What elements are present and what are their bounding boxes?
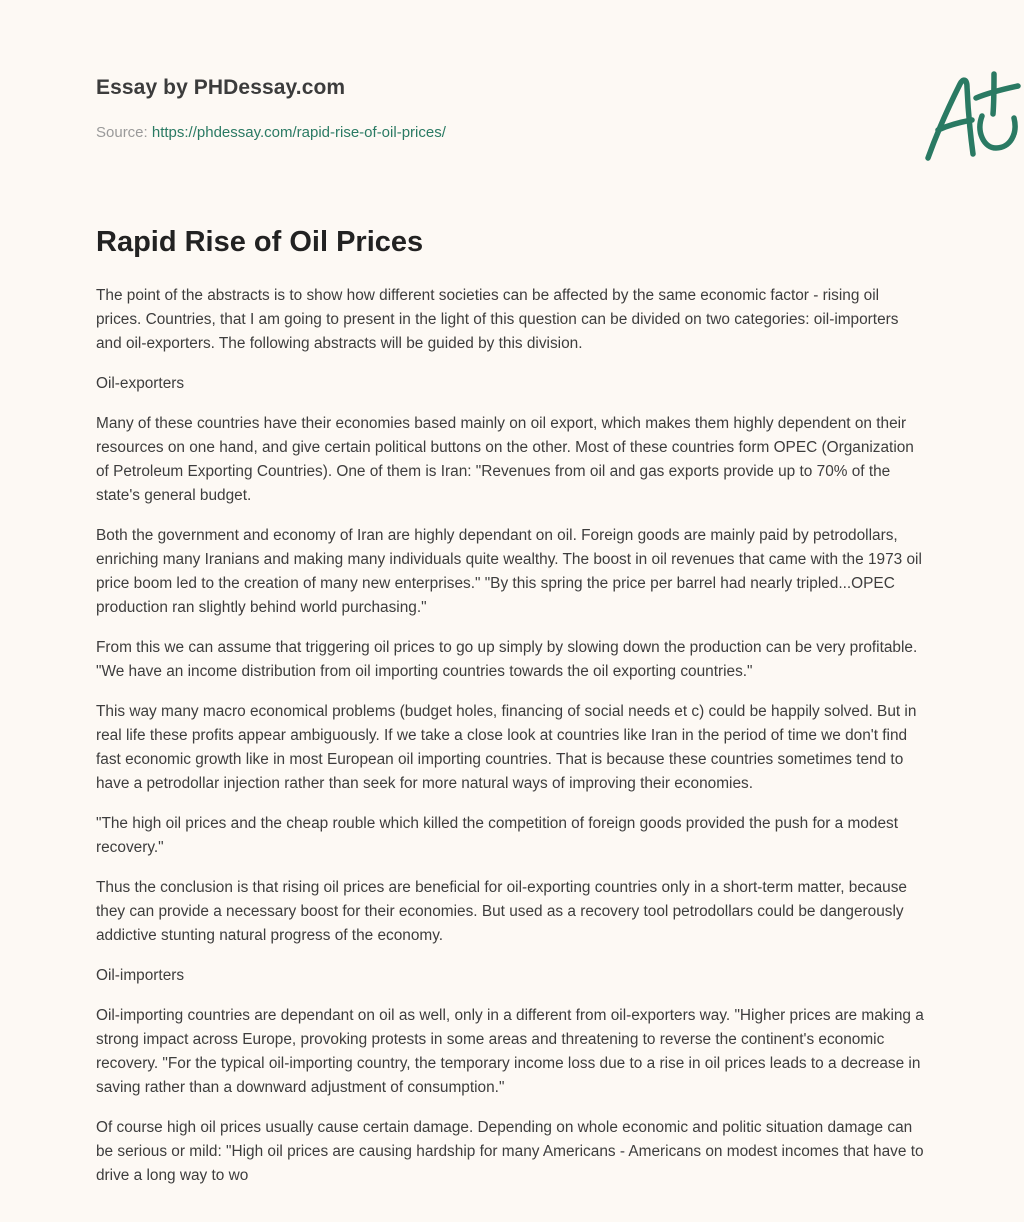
- essay-paragraph: Both the government and economy of Iran are highly dependant on oil. Foreign goods are mainly paid by petrodollars, enriching many Iranians and making many individuals quite wealthy. The boost in oil revenues that came with the 1973 oil price boom led to the creation of many new enterprises." "By this spring the price per barrel had nearly tripled...OPEC production ran slightly behind world purchasing.": [96, 527, 922, 616]
- source-label: Source:: [96, 124, 152, 141]
- section-heading-oil-importers: Oil-importers: [96, 967, 185, 984]
- essay-paragraph: "The high oil prices and the cheap rouble which killed the competition of foreign goods provided the push for a modest recovery.": [96, 815, 898, 856]
- essay-body: [96, 284, 928, 1222]
- brand-title: Essay by PHDessay.com: [96, 76, 346, 99]
- essay-paragraph: This way many macro economical problems (budget holes, financing of social needs et c) could be happily solved. But in real life these profits appear ambiguously. If we take a close look at countries like Iran in the period of time we don't find fast economic growth like in most European oil importing countries. That is because these countries sometimes tend to have a petrodollar injection rather than seek for more natural ways of improving their economies.: [96, 703, 917, 792]
- essay-paragraph: The point of the abstracts is to show how different societies can be affected by the same economic factor - rising oil prices. Countries, that I am going to present in the light of this question can be divided on two categories: oil-importers and oil-exporters. The following abstracts will be guided by this division.: [96, 287, 899, 352]
- source-line: [96, 124, 446, 141]
- essay-title: Rapid Rise of Oil Prices: [96, 226, 424, 258]
- essay-paragraph: Thus the conclusion is that rising oil prices are beneficial for oil-exporting countries only in a short-term matter, because they can provide a necessary boost for their economies. But used as a recovery tool petrodollars could be dangerously addictive stunting natural progress of the economy.: [96, 879, 907, 944]
- source-link[interactable]: https://phdessay.com/rapid-rise-of-oil-prices/: [151, 124, 446, 141]
- essay-paragraph: Many of these countries have their economies based mainly on oil export, which makes them highly dependent on their resources on one hand, and give certain political buttons on the other. Most of these countries form OPEC (Organization of Petroleum Exporting Countries). One of them is Iran: "Revenues from oil and gas exports provide up to 70% of the state's general budget.: [96, 415, 914, 504]
- section-heading-oil-exporters: Oil-exporters: [96, 375, 185, 392]
- essay-paragraph: From this we can assume that triggering oil prices to go up simply by slowing down the production can be very profitable. "We have an income distribution from oil importing countries towards the oil exporting countries.": [96, 639, 918, 680]
- a-plus-logo-icon: [916, 68, 1024, 168]
- essay-paragraph: Of course high oil prices usually cause certain damage. Depending on whole economic and politic situation damage can be serious or mild: "High oil prices are causing hardship for many Americans - Americans on modest incomes that have to drive a long way to wo: [96, 1119, 924, 1184]
- essay-paragraph: Oil-importing countries are dependant on oil as well, only in a different from oil-exporters way. "Higher prices are making a strong impact across Europe, provoking protests in some areas and threatening to reverse the continent's economic recovery. "For the typical oil-importing country, the temporary income loss due to a rise in oil prices leads to a decrease in saving rather than a downward adjustment of consumption.": [96, 1007, 924, 1096]
